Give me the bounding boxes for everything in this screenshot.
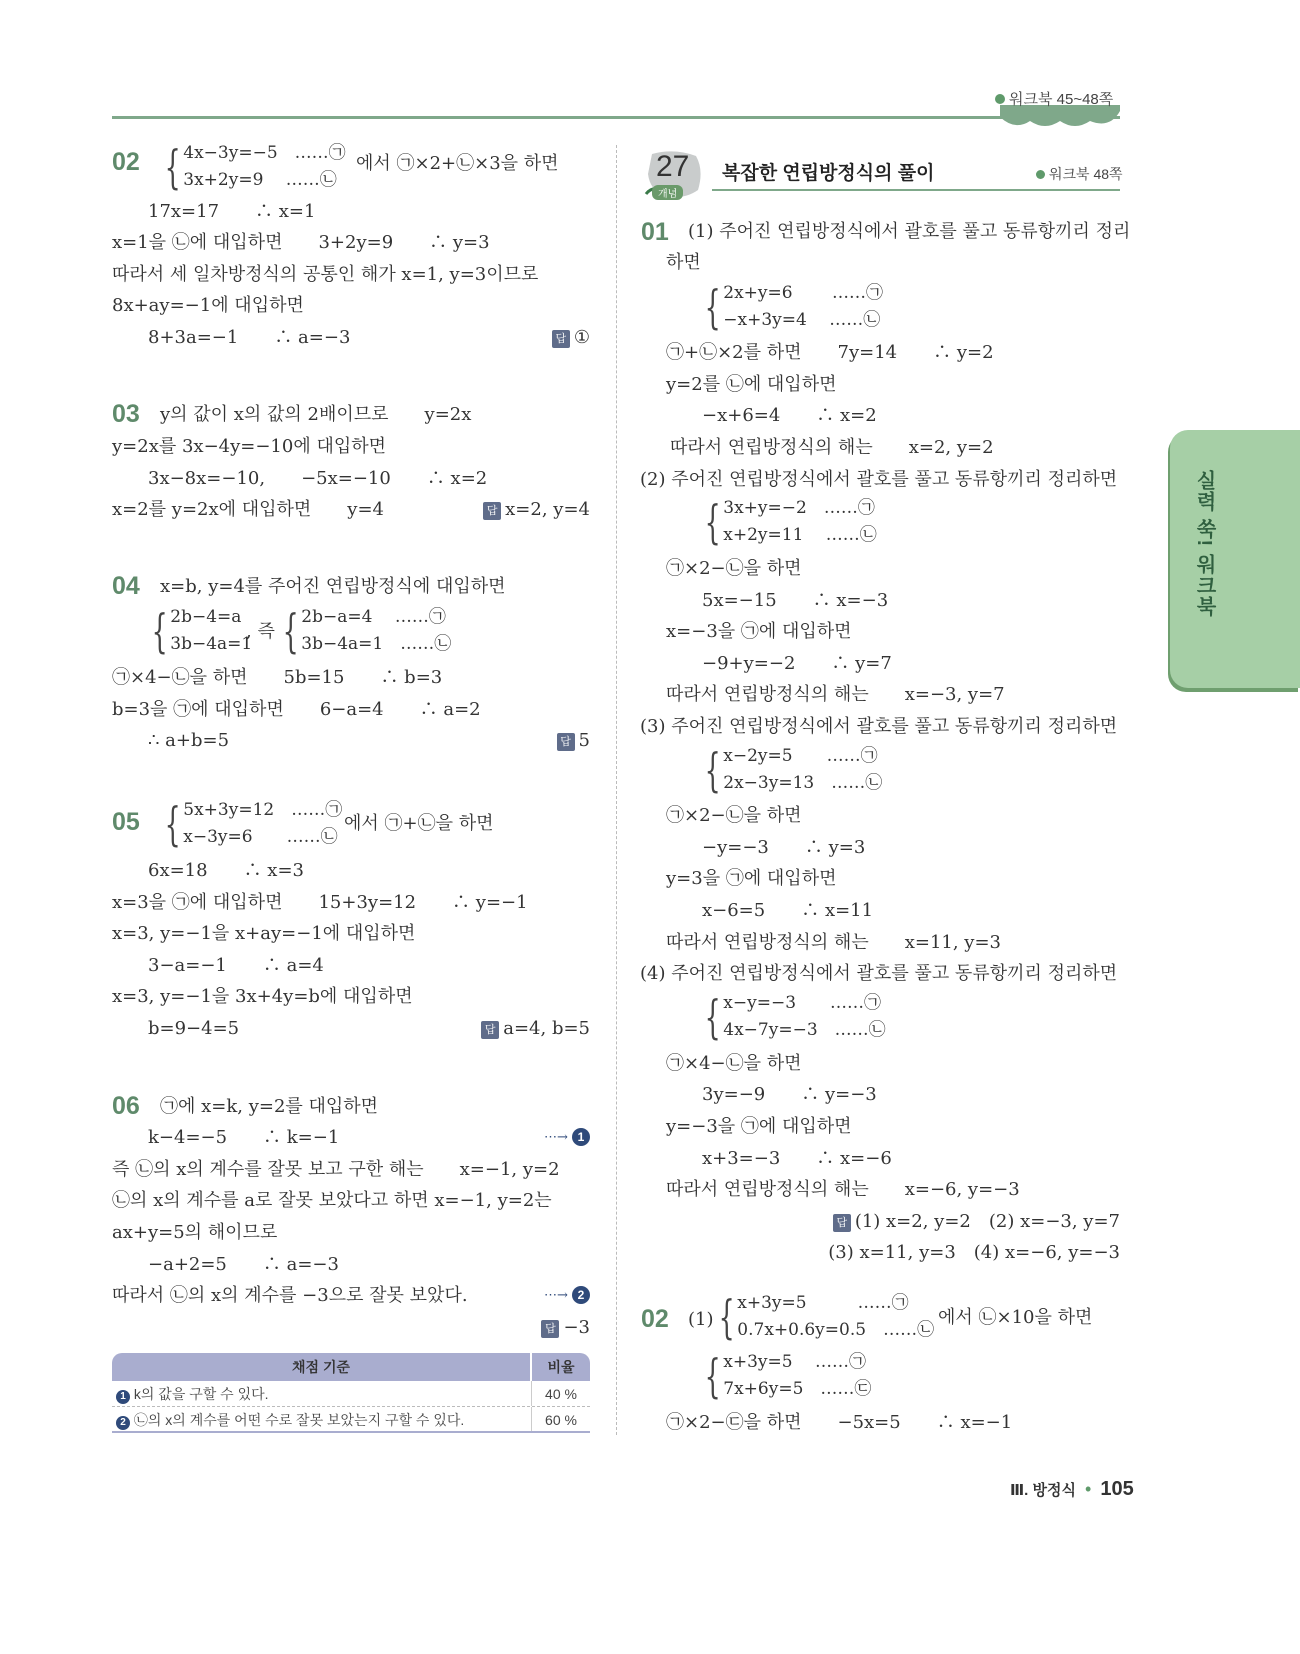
side-tab-label: 실력 쑥! 워크북 xyxy=(1193,470,1215,617)
answer-value: a=4, b=5 xyxy=(503,1018,590,1039)
sub-label: (1) xyxy=(688,1309,714,1330)
equation-system xyxy=(698,495,877,549)
equation-system xyxy=(698,743,882,797)
answer xyxy=(483,498,590,522)
solution-line: (1) 주어진 연립방정식에서 괄호를 풀고 동류항끼리 정리 xyxy=(688,221,1131,242)
bullet-icon xyxy=(1036,170,1045,179)
solution-line: 6x=18 ∴ x=3 xyxy=(148,860,304,881)
solution-line: x=1을 ㉡에 대입하면 3+2y=9 ∴ y=3 xyxy=(112,232,490,253)
column-divider xyxy=(616,145,617,1435)
section-number: 27 xyxy=(656,150,690,183)
equation-row: 3x+y=−2 ……㉠ xyxy=(723,498,875,518)
solution-line: y=2x를 3x−4y=−10에 대입하면 xyxy=(112,436,387,457)
section-tag: 개념 xyxy=(652,185,683,200)
solution-line: ㉠×4−㉡을 하면 5b=15 ∴ b=3 xyxy=(112,667,443,688)
equation-row: 7x+6y=5 ……㉢ xyxy=(723,1379,872,1399)
step-badge: 2 xyxy=(116,1416,130,1430)
answer xyxy=(541,1316,590,1340)
step-badge: 2 xyxy=(572,1286,590,1304)
step-marker-2 xyxy=(544,1284,590,1308)
answer-value: ① xyxy=(573,327,590,348)
ratio-header: 비율 xyxy=(547,1359,575,1375)
answer xyxy=(552,326,590,350)
brace-icon: { xyxy=(704,990,721,1044)
criteria-text: ㉡의 x의 계수를 어떤 수로 잘못 보았는지 구할 수 있다. xyxy=(133,1412,465,1428)
solution-line: ㉠×2−㉡을 하면 xyxy=(666,558,802,579)
ratio-value: 40 % xyxy=(545,1386,577,1402)
equation-row: x+3y=5 ……㉠ xyxy=(737,1293,909,1313)
answer xyxy=(557,729,590,753)
equation-row: 3x+2y=9 ……㉡ xyxy=(183,170,337,190)
solution-line: 따라서 연립방정식의 해는 x=2, y=2 xyxy=(670,437,994,458)
solution-line: 3x−8x=−10, −5x=−10 ∴ x=2 xyxy=(148,468,488,489)
equation-row: 3b−4a=1 ……㉡ xyxy=(301,634,452,654)
brace-icon: { xyxy=(704,743,721,797)
solution-line: x=3, y=−1을 x+ay=−1에 대입하면 xyxy=(112,923,416,944)
equation-row: x−3y=6 ……㉡ xyxy=(183,827,338,847)
equation-row: 3b−4a=1 xyxy=(170,634,253,654)
solution-line: (4) 주어진 연립방정식에서 괄호를 풀고 동류항끼리 정리하면 xyxy=(640,963,1118,984)
solution-line: ㉠×2−㉢을 하면 −5x=5 ∴ x=−1 xyxy=(666,1412,1013,1433)
ratio-value: 60 % xyxy=(545,1412,577,1428)
problem-number-04: 04 xyxy=(112,572,140,600)
equation-row: 2x+y=6 ……㉠ xyxy=(723,283,883,303)
answer-value: x=2, y=4 xyxy=(505,499,590,520)
solution-line: 따라서 연립방정식의 해는 x=−3, y=7 xyxy=(666,684,1005,705)
solution-line: 3y=−9 ∴ y=−3 xyxy=(702,1084,877,1105)
equation-system xyxy=(712,1290,934,1344)
solution-line: 따라서 ㉡의 x의 계수를 −3으로 잘못 보았다. xyxy=(112,1285,468,1306)
equation-row: 0.7x+0.6y=0.5 ……㉡ xyxy=(737,1320,935,1340)
brace-icon: { xyxy=(704,280,721,334)
solution-line: 17x=17 ∴ x=1 xyxy=(148,201,316,222)
solution-line: −x+6=4 ∴ x=2 xyxy=(702,405,877,426)
brace-icon: { xyxy=(704,495,721,549)
scoring-row xyxy=(112,1381,590,1407)
solution-line: ax+y=5의 해이므로 xyxy=(112,1222,278,1243)
solution-line: x−6=5 ∴ x=11 xyxy=(702,900,874,921)
answer-badge: 답 xyxy=(557,733,575,751)
solution-line: ㉠에 x=k, y=2를 대입하면 xyxy=(160,1096,379,1117)
solution-line: k−4=−5 ∴ k=−1 xyxy=(148,1127,340,1148)
solution-line: y의 값이 x의 값의 2배이므로 y=2x xyxy=(160,404,472,425)
equation-row: 2b−4=a xyxy=(170,607,242,627)
answer-value: (1) x=2, y=2 (2) x=−3, y=7 xyxy=(854,1211,1120,1232)
solution-line: −a+2=5 ∴ a=−3 xyxy=(148,1254,339,1275)
solution-line: 따라서 연립방정식의 해는 x=−6, y=−3 xyxy=(666,1179,1020,1200)
criteria-header: 채점 기준 xyxy=(112,1353,532,1381)
bullet-icon xyxy=(995,94,1005,104)
answer-badge: 답 xyxy=(833,1214,851,1232)
solution-line: x=b, y=4를 주어진 연립방정식에 대입하면 xyxy=(160,576,506,597)
step-badge: 1 xyxy=(572,1128,590,1146)
page-number: 105 xyxy=(1100,1478,1134,1500)
chapter-label: Ⅲ. 방정식 xyxy=(1010,1482,1076,1499)
solution-line: ㉠×4−㉡을 하면 xyxy=(666,1053,802,1074)
brace-icon: { xyxy=(164,797,181,851)
answer-value: −3 xyxy=(563,1317,590,1338)
problem-number-05: 05 xyxy=(112,808,140,836)
equation-system xyxy=(698,1349,871,1403)
step-marker-1 xyxy=(544,1126,590,1150)
equation-row: 4x−7y=−3 ……㉡ xyxy=(723,1020,886,1040)
system-suffix: 에서 ㉠+㉡을 하면 xyxy=(344,813,494,834)
solution-line: x=3, y=−1을 3x+4y=b에 대입하면 xyxy=(112,986,413,1007)
equation-row: x−2y=5 ……㉠ xyxy=(723,746,878,766)
equation-row: x+2y=11 ……㉡ xyxy=(723,525,877,545)
solution-line: x+3=−3 ∴ x=−6 xyxy=(702,1148,892,1169)
brace-icon: { xyxy=(718,1290,735,1344)
answer xyxy=(481,1017,590,1041)
solution-line: b=3을 ㉠에 대입하면 6−a=4 ∴ a=2 xyxy=(112,699,481,720)
answer-badge: 답 xyxy=(481,1021,499,1039)
solution-line: ㉠+㉡×2를 하면 7y=14 ∴ y=2 xyxy=(666,342,994,363)
answer-value: 5 xyxy=(578,730,590,751)
solution-line: 하면 xyxy=(666,252,701,273)
equation-row: −x+3y=4 ……㉡ xyxy=(723,310,881,330)
brace-icon: { xyxy=(151,604,168,658)
solution-line: 8x+ay=−1에 대입하면 xyxy=(112,295,304,316)
brace-icon: { xyxy=(164,140,181,194)
arrow-icon: ⋯→ xyxy=(543,1130,568,1145)
equation-system xyxy=(158,797,342,851)
solution-line: 따라서 세 일차방정식의 공통인 해가 x=1, y=3이므로 xyxy=(112,264,539,285)
section-underline xyxy=(712,189,1120,191)
equation-system xyxy=(698,280,883,334)
step-badge: 1 xyxy=(116,1390,130,1404)
answer-badge: 답 xyxy=(541,1320,559,1338)
equation-row: 2b−a=4 ……㉠ xyxy=(301,607,446,627)
section-title: 복잡한 연립방정식의 풀이 xyxy=(722,163,935,184)
scoring-table xyxy=(112,1353,590,1433)
solution-line: 즉 ㉡의 x의 계수를 잘못 보고 구한 해는 x=−1, y=2 xyxy=(112,1159,560,1180)
equation-system xyxy=(276,604,451,658)
arrow-icon: ⋯→ xyxy=(543,1288,568,1303)
header-bar xyxy=(112,116,1120,119)
solution-line: −9+y=−2 ∴ y=7 xyxy=(702,653,892,674)
footer-separator: • xyxy=(1085,1479,1092,1499)
solution-line: 8+3a=−1 ∴ a=−3 xyxy=(148,327,351,348)
equation-row: 2x−3y=13 ……㉡ xyxy=(723,773,883,793)
solution-line: ∴ a+b=5 xyxy=(148,730,230,751)
solution-line: y=−3을 ㉠에 대입하면 xyxy=(666,1116,852,1137)
equation-system xyxy=(145,604,252,658)
problem-number-02: 02 xyxy=(112,148,140,176)
problem-number-03: 03 xyxy=(112,400,140,428)
footer xyxy=(1010,1478,1134,1501)
equation-system xyxy=(158,140,346,194)
system-suffix: 에서 ㉡×10을 하면 xyxy=(938,1307,1093,1328)
system-connector: , 즉 xyxy=(246,621,275,642)
equation-row: 5x+3y=12 ……㉠ xyxy=(183,800,343,820)
scoring-row xyxy=(112,1407,590,1433)
answer-continued: (3) x=11, y=3 (4) x=−6, y=−3 xyxy=(828,1242,1120,1263)
equation-row: x−y=−3 ……㉠ xyxy=(723,993,882,1013)
solution-line: 3−a=−1 ∴ a=4 xyxy=(148,955,324,976)
brace-icon: { xyxy=(704,1349,721,1403)
solution-line: b=9−4=5 xyxy=(148,1018,240,1039)
solution-line: x=−3을 ㉠에 대입하면 xyxy=(666,621,852,642)
answer xyxy=(833,1210,1120,1234)
brace-icon: { xyxy=(282,604,299,658)
equation-row: x+3y=5 ……㉠ xyxy=(723,1352,866,1372)
solution-line: (3) 주어진 연립방정식에서 괄호를 풀고 동류항끼리 정리하면 xyxy=(640,716,1118,737)
solution-line: 5x=−15 ∴ x=−3 xyxy=(702,590,889,611)
problem-number-06: 06 xyxy=(112,1092,140,1120)
header-workbook-ref: 워크북 45~48쪽 xyxy=(995,88,1113,109)
equation-system xyxy=(698,990,886,1044)
problem-number-01: 01 xyxy=(641,218,669,246)
problem-number-02: 02 xyxy=(641,1305,669,1333)
solution-line: y=3을 ㉠에 대입하면 xyxy=(666,868,837,889)
criteria-text: k의 값을 구할 수 있다. xyxy=(133,1386,269,1402)
answer-badge: 답 xyxy=(552,330,570,348)
solution-line: −y=−3 ∴ y=3 xyxy=(702,837,866,858)
solution-line: x=3을 ㉠에 대입하면 15+3y=12 ∴ y=−1 xyxy=(112,892,528,913)
solution-line: 따라서 연립방정식의 해는 x=11, y=3 xyxy=(666,932,1001,953)
equation-row: 4x−3y=−5 ……㉠ xyxy=(183,143,346,163)
solution-line: (2) 주어진 연립방정식에서 괄호를 풀고 동류항끼리 정리하면 xyxy=(640,469,1118,490)
solution-line: x=2를 y=2x에 대입하면 y=4 xyxy=(112,499,385,520)
answer-badge: 답 xyxy=(483,502,501,520)
section-workbook-ref: 워크북 48쪽 xyxy=(1036,164,1123,184)
solution-line: ㉡의 x의 계수를 a로 잘못 보았다고 하면 x=−1, y=2는 xyxy=(112,1190,552,1211)
solution-line: ㉠×2−㉡을 하면 xyxy=(666,805,802,826)
solution-line: y=2를 ㉡에 대입하면 xyxy=(666,374,837,395)
system-suffix: 에서 ㉠×2+㉡×3을 하면 xyxy=(356,153,559,174)
